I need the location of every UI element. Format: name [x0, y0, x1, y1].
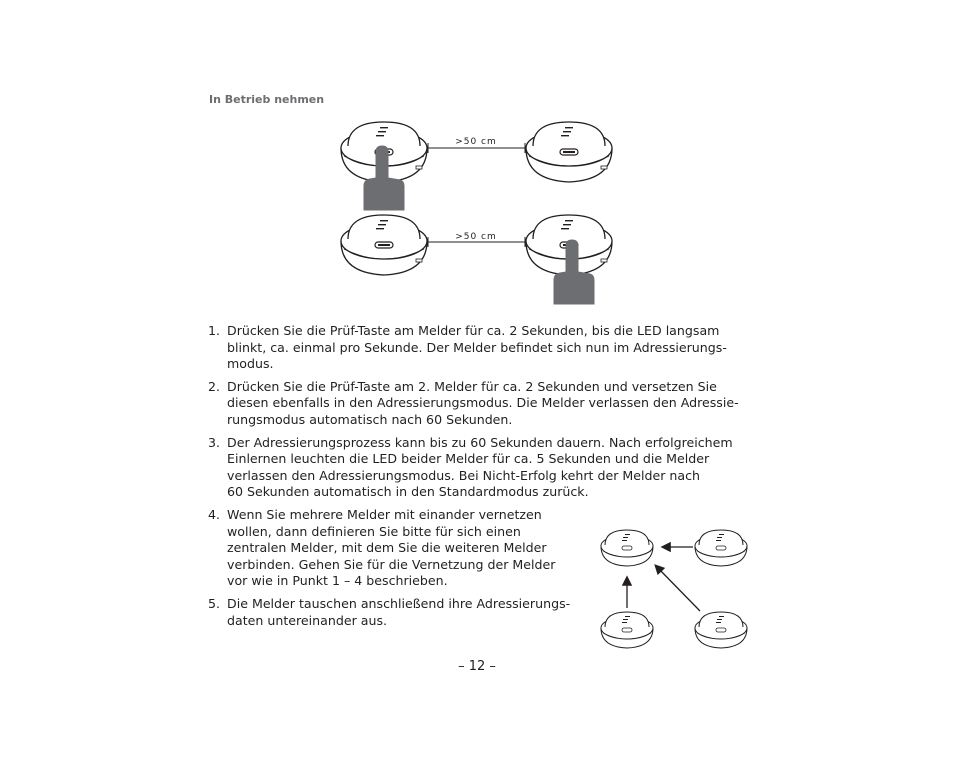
instruction-list: [208, 323, 739, 635]
instruction-step: 2. Drücken Sie die Prüf-Taste am 2. Melder für ca. 2 Sekunden und versetzen Sie diesen ebenfalls in den Adressierungsmodus. Die Melder verlassen den Adressie- rungsmodus automatisch nach 60 Sekunden.: [208, 378, 739, 427]
section-title: In Betrieb nehmen: [209, 93, 325, 106]
distance-label: >50 cm: [455, 232, 497, 242]
distance-label: >50 cm: [455, 137, 497, 147]
pairing-illustration: [0, 0, 954, 320]
detector-icon: [341, 215, 427, 275]
instruction-step: 5. Die Melder tauschen anschließend ihre Adressierungs- daten untereinander aus.: [208, 595, 571, 628]
detector-icon: [526, 122, 612, 182]
instruction-step: 1. Drücken Sie die Prüf-Taste am Melder für ca. 2 Sekunden, bis die LED langsam blinkt, ca. einmal pro Sekunde. Der Melder befindet sich nun im Adressierungs- modus.: [208, 323, 727, 372]
instruction-step: 4. Wenn Sie mehrere Melder mit einander vernetzen wollen, dann definieren Sie bitte für sich einen zentralen Melder, mit dem Sie die weiteren Melder verbinden. Gehen Sie für die Vernetzung der Melder vor wie in Punkt 1 – 4 beschrieben.: [208, 506, 556, 589]
instruction-step: 3. Der Adressierungsprozess kann bis zu 60 Sekunden dauern. Nach erfolgreichem Einlernen leuchten die LED beider Melder für ca. 5 Sekunden und die Melder verlassen den Adressierungsmodus. Bei Nicht-Erfolg kehrt der Melder nach 60 Sekunden automatisch in den Standardmodus zurück.: [208, 434, 733, 500]
page-number: – 12 –: [458, 659, 496, 674]
